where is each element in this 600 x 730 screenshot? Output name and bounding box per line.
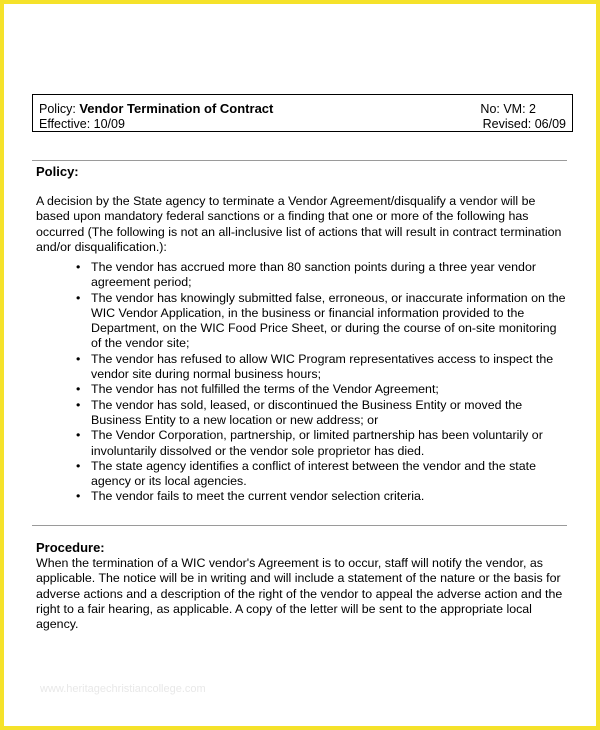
bullet-icon: • [76,428,81,443]
header-row-title [39,101,566,116]
policy-number: No: VM: 2 [480,102,536,116]
list-item [36,459,566,490]
policy-title: Vendor Termination of Contract [79,101,274,116]
revised-date: Revised: 06/09 [482,117,566,131]
bullet-icon: • [76,290,81,305]
procedure-heading: Procedure: [36,540,105,555]
bullet-icon: • [76,351,81,366]
bullet-icon: • [76,397,81,412]
list-item [36,260,566,291]
policy-title-group [39,101,273,116]
list-item [36,291,566,352]
procedure-text: When the termination of a WIC vendor's Agreement is to occur, staff will notify the vendor, as applicable. The notice will be in writing and will include a statement of the nature or the basis for adverse actions and a description of the right of the vendor to appeal the adverse action and the right to a fair hearing, as applicable. A copy of the letter will be sent to the appropriate local agency. [36,556,563,632]
bullet-icon: • [76,260,81,274]
list-item [36,382,566,397]
list-item [36,489,566,504]
list-item-text: The vendor has accrued more than 80 sanction points during a three year vendor agreement period; [91,260,536,290]
document-page [4,4,596,726]
policy-bullet-list [36,260,566,505]
effective-date: Effective: 10/09 [39,117,125,131]
list-item-text: The vendor has not fulfilled the terms of the Vendor Agreement; [91,382,439,397]
header-row-dates [39,117,566,131]
list-item-text: The state agency identifies a conflict of interest between the vendor and the state agency or its local agencies. [91,458,536,489]
list-item-text: The vendor has sold, leased, or discontinued the Business Entity or moved the Business Entity to a new location or new address; or [91,397,523,427]
list-item-text: The vendor has knowingly submitted false, erroneous, or inaccurate information on the WIC Vendor Application, in the business or financial information provided to the Department, on the WIC Food Price Sheet, or during the course of on-site monitoring of the vendor site; [91,290,566,351]
policy-header-box [32,94,573,132]
bullet-icon: • [76,382,81,397]
list-item [36,398,566,429]
list-item-text: The vendor fails to meet the current vendor selection criteria. [91,489,425,504]
policy-intro: A decision by the State agency to terminate a Vendor Agreement/disqualify a vendor will be based upon mandatory federal sanctions or a finding that one or more of the following has occurred (The following is not an all-inclusive list of actions that will result in contract termination and/or disqualification.): [36,194,562,254]
bullet-icon: • [76,458,81,473]
list-item-text: The Vendor Corporation, partnership, or limited partnership has been voluntarily or involuntarily dissolved or the vendor sole proprietor has died. [91,428,543,458]
list-item [36,352,566,383]
bullet-icon: • [76,489,81,504]
policy-label: Policy: [39,102,76,116]
watermark: www.heritagechristiancollege.com [40,683,206,695]
divider-middle [32,525,567,526]
list-item-text: The vendor has refused to allow WIC Program representatives access to inspect the vendor site during normal business hours; [91,351,554,382]
policy-heading: Policy: [36,164,79,179]
list-item [36,428,566,459]
divider-top [32,160,567,161]
